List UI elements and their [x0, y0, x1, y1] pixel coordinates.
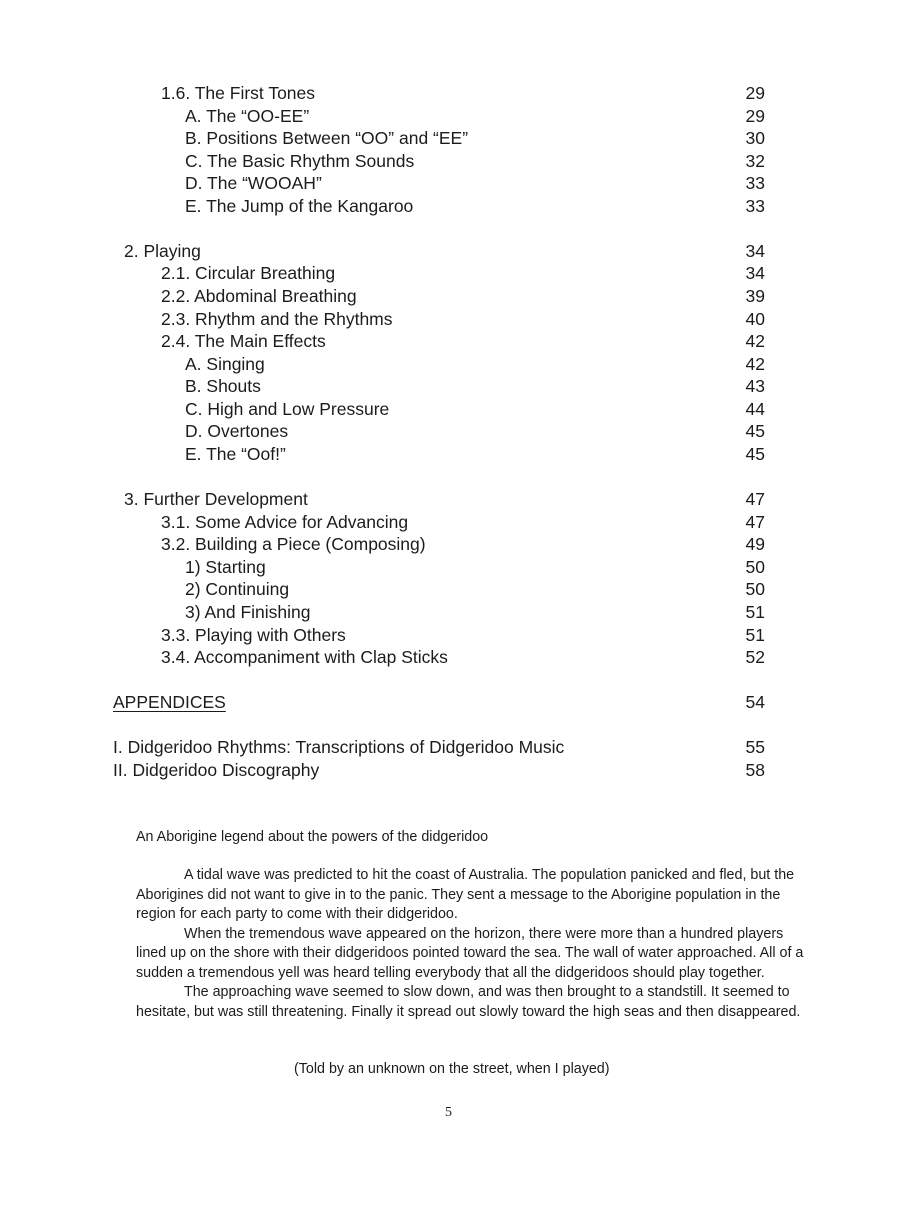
toc-entry-page: 45 — [745, 421, 765, 441]
toc-entry-page: 51 — [745, 625, 765, 645]
toc-entry-title: E. The Jump of the Kangaroo — [185, 196, 414, 216]
toc-entry-title: 3.3. Playing with Others — [161, 625, 346, 645]
toc-entry-title: 3.4. Accompaniment with Clap Sticks — [161, 647, 448, 667]
toc-entry-title: APPENDICES — [113, 692, 226, 712]
page-number: 5 — [445, 1105, 452, 1120]
toc-entry-page: 45 — [745, 444, 765, 464]
toc-entry — [0, 172, 900, 194]
toc-entry-title: II. Didgeridoo Discography — [113, 760, 320, 780]
legend-paragraph: When the tremendous wave appeared on the horizon, there were more than a hundred players lined up on the shore with their didgeridoos pointed toward the sea. The wall of water approached. All of a sudden a tremendous yell was heard telling everybody that all the didgeridoos should play together. — [136, 925, 804, 981]
toc-entry-title: 1.6. The First Tones — [161, 83, 316, 103]
toc-entry-page: 30 — [745, 128, 765, 148]
toc-entry — [0, 82, 900, 104]
toc-entry-page: 47 — [745, 489, 765, 509]
toc-entry-title: 3. Further Development — [124, 489, 308, 509]
toc-entry-title: A. Singing — [185, 354, 265, 374]
toc-entry — [0, 533, 900, 555]
toc-entry-title: C. High and Low Pressure — [185, 399, 390, 419]
toc-entry — [0, 308, 900, 330]
toc-entry-title: 2.3. Rhythm and the Rhythms — [161, 309, 393, 329]
toc-entry-page: 43 — [745, 376, 765, 396]
toc-entry — [0, 420, 900, 442]
toc-entry — [0, 240, 900, 262]
toc-entry — [0, 127, 900, 149]
toc-entry — [0, 105, 900, 127]
toc-entry-page: 34 — [745, 241, 765, 261]
toc-entry-title: A. The “OO-EE” — [185, 106, 310, 126]
toc-entry-title: 3.2. Building a Piece (Composing) — [161, 534, 426, 554]
toc-entry-title: 2. Playing — [124, 241, 201, 261]
legend-paragraph: The approaching wave seemed to slow down, and was then brought to a standstill. It seemed to hesitate, but was still threatening. Finally it spread out slowly toward the high seas and then disappeared. — [136, 984, 801, 1020]
toc-entry — [0, 759, 900, 781]
toc-entry-title: E. The “Oof!” — [185, 444, 286, 464]
toc-entry-appendices — [0, 691, 900, 713]
toc-entry-title: I. Didgeridoo Rhythms: Transcriptions of Didgeridoo Music — [113, 737, 565, 757]
toc-entry — [0, 556, 900, 578]
legend-attribution: (Told by an unknown on the street, when I played) — [294, 1061, 610, 1077]
toc-entry — [0, 398, 900, 420]
toc-entry-page: 34 — [745, 263, 765, 283]
toc-entry — [0, 195, 900, 217]
toc-entry-page: 51 — [745, 602, 765, 622]
toc-entry-page: 40 — [745, 309, 765, 329]
toc-entry-page: 47 — [745, 512, 765, 532]
toc-entry-title: 2) Continuing — [185, 579, 290, 599]
toc-entry-title: 2.1. Circular Breathing — [161, 263, 336, 283]
toc-entry — [0, 601, 900, 623]
toc-entry-page: 42 — [745, 331, 765, 351]
toc-entry-page: 58 — [745, 760, 765, 780]
toc-entry-title: 3) And Finishing — [185, 602, 311, 622]
toc-entry-title: 3.1. Some Advice for Advancing — [161, 512, 409, 532]
toc-entry-title: B. Shouts — [185, 376, 261, 396]
toc-entry-page: 29 — [745, 83, 765, 103]
toc-entry-page: 44 — [745, 399, 765, 419]
legend-body — [136, 866, 808, 1022]
toc-entry-title: 2.4. The Main Effects — [161, 331, 326, 351]
toc-entry-page: 55 — [745, 737, 765, 757]
toc-entry — [0, 624, 900, 646]
toc-entry — [0, 511, 900, 533]
toc-entry — [0, 646, 900, 668]
toc-entry — [0, 330, 900, 352]
toc-entry — [0, 285, 900, 307]
toc-entry — [0, 578, 900, 600]
toc-entry-page: 50 — [745, 579, 765, 599]
toc-entry-page: 50 — [745, 557, 765, 577]
toc-entry — [0, 262, 900, 284]
toc-entry — [0, 736, 900, 758]
toc-entry — [0, 488, 900, 510]
toc-entry-title: D. Overtones — [185, 421, 289, 441]
toc-entry-title: 2.2. Abdominal Breathing — [161, 286, 357, 306]
toc-entry-page: 42 — [745, 354, 765, 374]
toc-entry-title: 1) Starting — [185, 557, 266, 577]
toc-entry-page: 52 — [745, 647, 765, 667]
toc-entry — [0, 353, 900, 375]
toc-entry-page: 39 — [745, 286, 765, 306]
toc-entry-title: B. Positions Between “OO” and “EE” — [185, 128, 469, 148]
toc-entry — [0, 150, 900, 172]
toc-entry-page: 29 — [745, 106, 765, 126]
toc-entry-page: 49 — [745, 534, 765, 554]
toc-entry-page: 32 — [745, 151, 765, 171]
toc-entry-title: D. The “WOOAH” — [185, 173, 322, 193]
toc-entry-page: 33 — [745, 196, 765, 216]
legend-paragraph: A tidal wave was predicted to hit the coast of Australia. The population panicked and fled, but the Aborigines did not want to give in to the panic. They sent a message to the Aborigine population in the region for each party to come with their didgeridoo. — [136, 867, 795, 922]
toc-entry-title: C. The Basic Rhythm Sounds — [185, 151, 415, 171]
toc-entry-page: 54 — [745, 692, 765, 712]
toc-entry — [0, 375, 900, 397]
toc-entry-page: 33 — [745, 173, 765, 193]
toc-entry — [0, 443, 900, 465]
legend-title: An Aborigine legend about the powers of the didgeridoo — [136, 829, 489, 845]
